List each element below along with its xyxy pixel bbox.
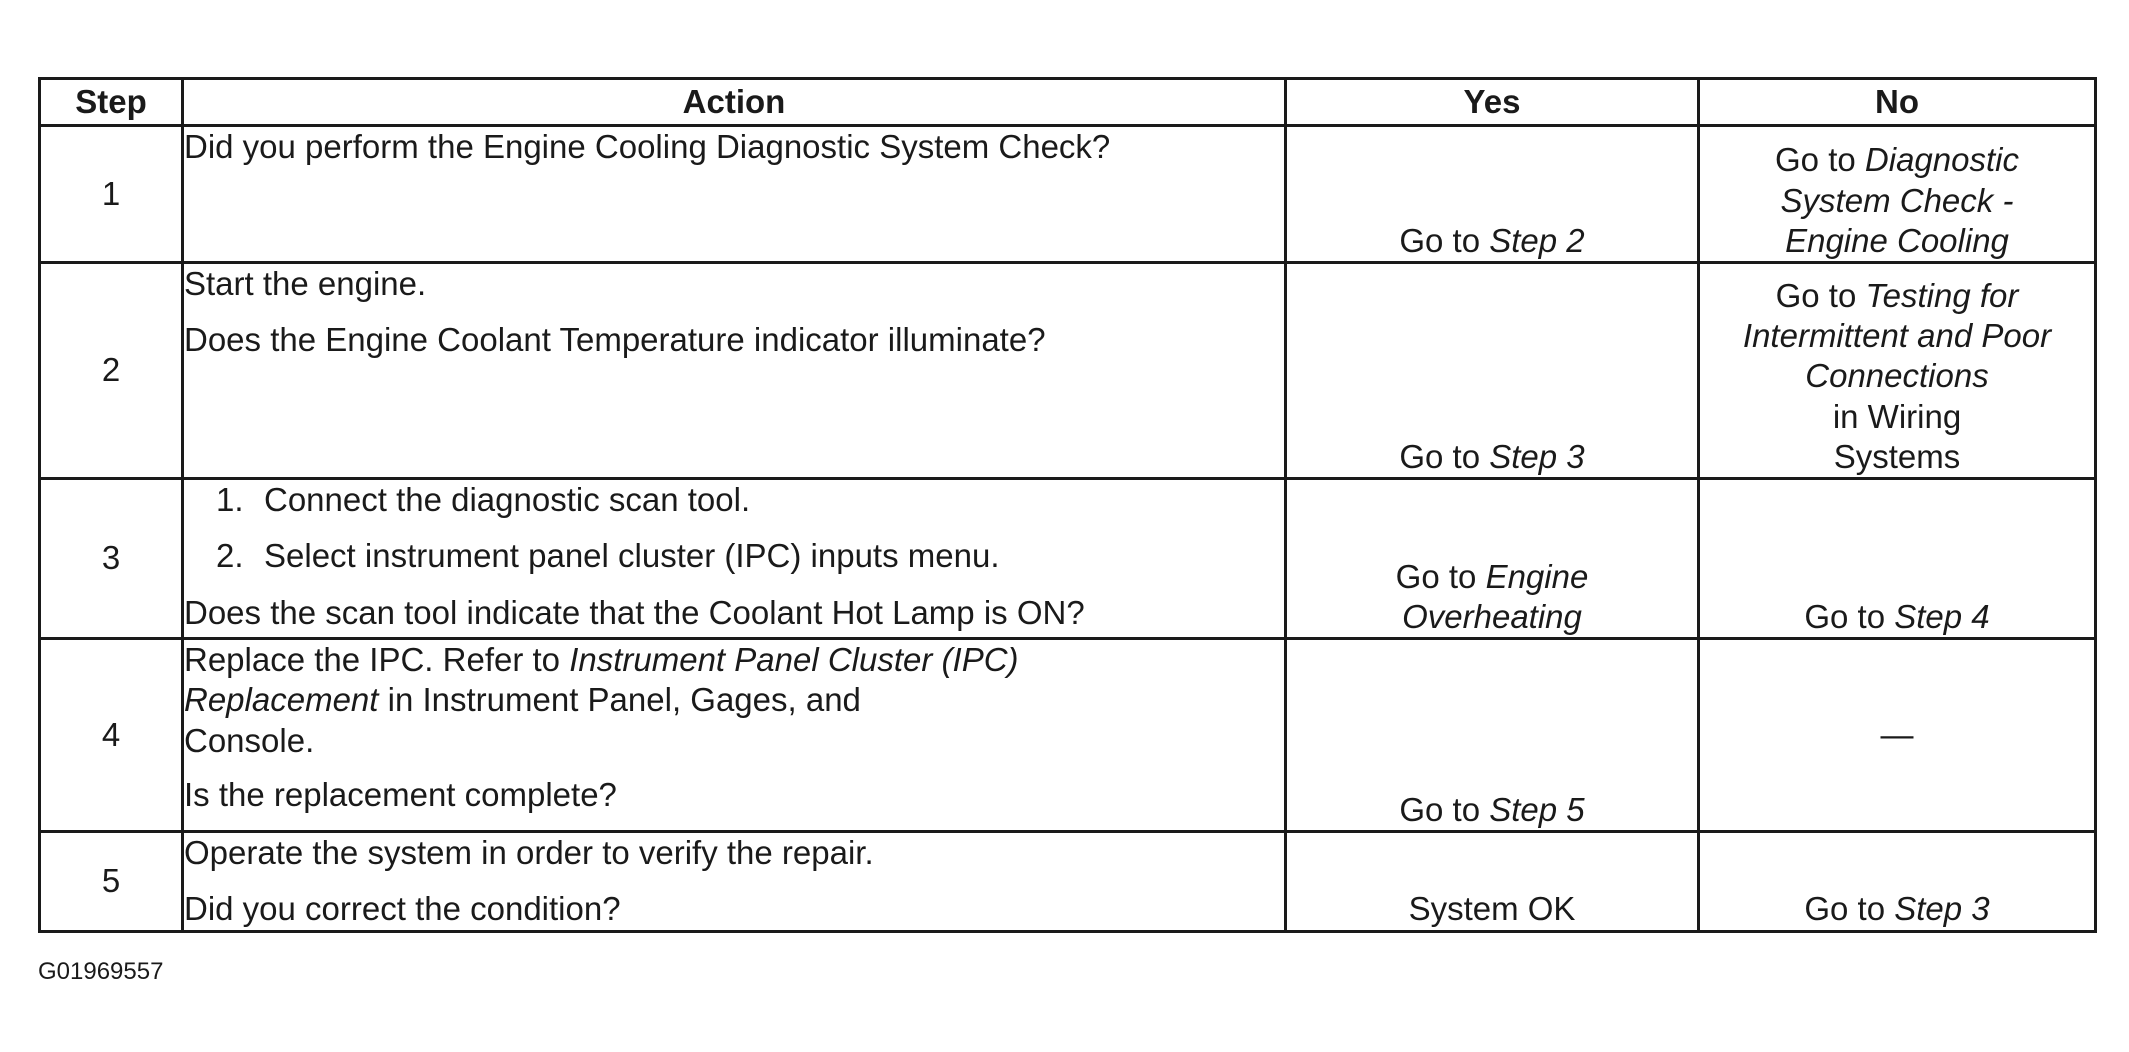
yes-cell	[1286, 479, 1699, 639]
no-prefix: Go to	[1804, 890, 1886, 928]
table-row	[40, 479, 2096, 639]
no-cell	[1699, 479, 2096, 639]
no-prefix: Go to	[1775, 141, 1856, 179]
action-text: Did you perform the Engine Cooling Diagnostic System Check?	[184, 128, 1111, 165]
action-text: Console.	[184, 721, 315, 759]
no-prefix: Go to	[1775, 276, 1857, 314]
action-cell	[183, 832, 1286, 932]
no-link[interactable]: Testing for	[1865, 276, 2019, 314]
yes-cell	[1286, 263, 1699, 479]
no-link[interactable]: Step 4	[1894, 597, 1990, 635]
header-yes: Yes	[1286, 79, 1699, 126]
action-text	[184, 640, 1284, 680]
action-text	[184, 680, 1284, 720]
header-step: Step	[40, 79, 183, 126]
list-item	[216, 480, 1284, 520]
no-link[interactable]: Engine Cooling	[1785, 221, 2009, 259]
yes-link[interactable]: Overheating	[1402, 597, 1582, 635]
header-action: Action	[183, 79, 1286, 126]
no-link[interactable]: System Check -	[1780, 181, 2014, 219]
figure-id: G01969557	[38, 958, 164, 985]
action-cell	[183, 263, 1286, 479]
yes-cell	[1286, 639, 1699, 832]
no-dash: —	[1880, 715, 1914, 753]
action-question: Does the Engine Coolant Temperature indicator illuminate?	[184, 321, 1046, 359]
step-number: 3	[40, 479, 183, 639]
action-question: Did you correct the condition?	[184, 890, 621, 928]
action-text: Operate the system in order to verify the repair.	[184, 834, 874, 871]
reference-link[interactable]: Replacement	[184, 681, 379, 719]
action-cell	[183, 126, 1286, 263]
no-suffix: Systems	[1833, 437, 1961, 475]
list-item-number: 2.	[216, 537, 244, 575]
yes-link[interactable]: Engine	[1485, 557, 1589, 595]
yes-link[interactable]: Step 2	[1489, 221, 1585, 259]
yes-prefix: Go to	[1399, 437, 1481, 475]
action-question: Does the scan tool indicate that the Coolant Hot Lamp is ON?	[184, 593, 1085, 631]
step-number: 4	[40, 639, 183, 832]
step-number: 1	[40, 126, 183, 263]
yes-result: System OK	[1408, 890, 1576, 928]
no-link[interactable]: Connections	[1805, 357, 1989, 395]
action-question: Is the replacement complete?	[184, 775, 617, 813]
action-text-prefix: Replace the IPC. Refer to	[184, 641, 561, 678]
step-number: 2	[40, 263, 183, 479]
step-number: 5	[40, 832, 183, 932]
header-row	[40, 79, 2096, 126]
no-cell	[1699, 639, 2096, 832]
no-link[interactable]: Intermittent and Poor	[1742, 317, 2052, 354]
action-cell	[183, 639, 1286, 832]
yes-cell	[1286, 832, 1699, 932]
action-text-suffix: in Instrument Panel, Gages, and	[387, 681, 861, 719]
no-prefix: Go to	[1804, 597, 1886, 635]
yes-prefix: Go to	[1395, 557, 1477, 595]
yes-cell	[1286, 126, 1699, 263]
no-suffix: in Wiring	[1832, 397, 1962, 435]
no-cell	[1699, 126, 2096, 263]
no-cell	[1699, 263, 2096, 479]
yes-link[interactable]: Step 3	[1489, 437, 1585, 475]
no-link[interactable]: Diagnostic	[1864, 141, 2019, 179]
list-item-text: Connect the diagnostic scan tool.	[264, 481, 751, 518]
action-text: Start the engine.	[184, 265, 427, 302]
action-cell	[183, 479, 1286, 639]
yes-prefix: Go to	[1399, 221, 1481, 259]
table-row	[40, 832, 2096, 932]
table-row	[40, 639, 2096, 832]
no-link[interactable]: Step 3	[1894, 890, 1990, 928]
diagnostic-table	[38, 77, 2097, 933]
table-row	[40, 263, 2096, 479]
yes-prefix: Go to	[1399, 790, 1481, 828]
list-item-text: Select instrument panel cluster (IPC) inputs menu.	[264, 537, 1000, 575]
list-item	[216, 536, 1284, 576]
yes-link[interactable]: Step 5	[1489, 790, 1585, 828]
list-item-number: 1.	[216, 481, 244, 518]
reference-link[interactable]: Instrument Panel Cluster (IPC)	[569, 641, 1019, 678]
no-cell	[1699, 832, 2096, 932]
header-no: No	[1699, 79, 2096, 126]
table-row	[40, 126, 2096, 263]
